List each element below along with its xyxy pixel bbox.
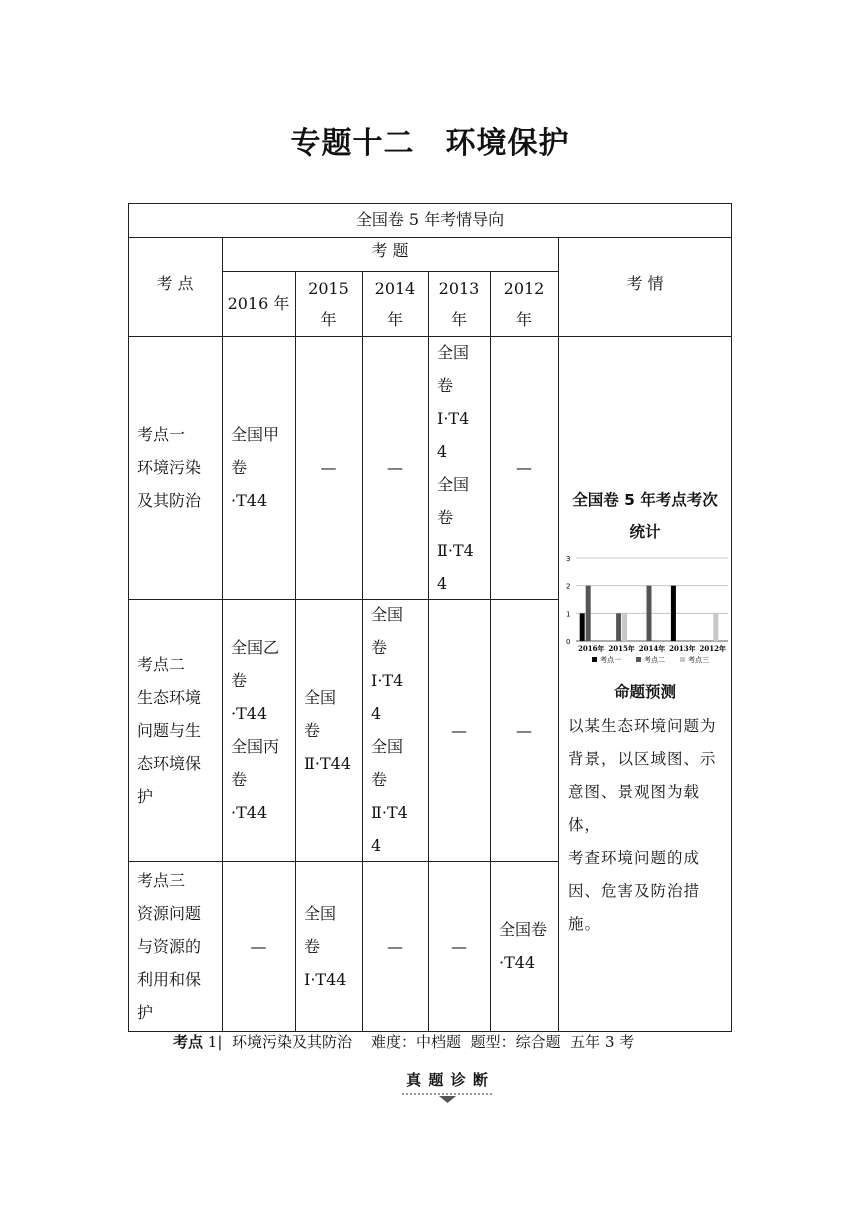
legend-label: 考点二 — [644, 656, 665, 664]
exam-item-line: — — [387, 937, 403, 956]
exam-item-line: 全国卷 — [499, 920, 548, 939]
exam-item-line: Ⅰ·T44 — [304, 970, 347, 989]
page-title: 专题十二 环境保护 — [290, 126, 570, 161]
topic-line: 及其防治 — [137, 491, 202, 510]
year-header — [222, 288, 295, 319]
topic-line: 生态环境 — [137, 688, 202, 707]
exam-item-line: Ⅰ·T4 — [437, 409, 470, 428]
exam-item-cell — [295, 451, 362, 484]
exam-item-line: 全国 — [371, 737, 404, 756]
bar — [580, 613, 585, 641]
exam-item-line: — — [320, 458, 337, 477]
exam-item-cell — [428, 930, 490, 963]
bar — [713, 613, 718, 641]
exam-item-line: — — [250, 937, 267, 956]
bar — [586, 586, 591, 641]
section-badge — [400, 1069, 495, 1109]
y-tick-label: 1 — [566, 610, 571, 619]
kaodian-label: 考点 — [173, 1033, 204, 1051]
exam-item-line: 卷 — [231, 671, 248, 690]
exam-item-cell — [295, 897, 362, 996]
exam-item-cell — [362, 451, 428, 484]
bar — [647, 586, 652, 641]
frequency: 五年 3 考 — [570, 1033, 635, 1051]
exam-item-line: 全国 — [304, 688, 337, 707]
y-tick-label: 0 — [566, 638, 571, 646]
topic-line: 利用和保 — [137, 970, 202, 989]
year-header-line: 2016 年 — [227, 294, 290, 313]
year-header-line: 2015 — [308, 279, 349, 298]
exam-item-line: 卷 — [371, 770, 388, 789]
bar — [671, 586, 676, 641]
col-header-kaoqing: 考 情 — [626, 274, 664, 293]
exam-item-line: 全国丙 — [231, 737, 280, 756]
legend-label: 考点一 — [600, 656, 621, 664]
bar — [616, 613, 621, 641]
exam-item-line: — — [516, 458, 532, 477]
topic-line: 考点一 — [137, 425, 186, 444]
x-tick-label: 2016年 — [577, 644, 605, 653]
exam-frequency-chart — [562, 552, 732, 672]
x-tick-label: 2015年 — [608, 644, 635, 653]
exam-item-line: 全国甲 — [231, 425, 280, 444]
exam-item-cell — [362, 930, 428, 963]
prediction-text — [568, 710, 732, 941]
exam-item-line: 卷 — [437, 508, 454, 527]
exam-item-line: 全国 — [371, 605, 404, 624]
exam-item-line: 卷 — [231, 458, 248, 477]
exam-item-line: ·T44 — [499, 953, 536, 972]
exam-item-line: ·T44 — [231, 803, 268, 822]
x-tick-label: 2012年 — [699, 644, 727, 653]
prediction-line: 因、危害及防治措施。 — [568, 882, 701, 933]
year-header-line: 2012 — [503, 279, 545, 298]
exam-item-cell — [490, 714, 558, 747]
exam-item-line: 卷 — [304, 937, 321, 956]
badge-underline-icon — [400, 1091, 495, 1105]
exam-item-line: 卷 — [231, 770, 248, 789]
topic-line: 护 — [137, 787, 154, 806]
topic-line: 与资源的 — [137, 937, 202, 956]
topic-line: 资源问题 — [137, 904, 202, 923]
year-header-line: 2013 — [438, 279, 480, 298]
topic-line: 考点三 — [137, 871, 186, 890]
legend-swatch — [592, 657, 597, 662]
year-header-line: 年 — [320, 310, 337, 329]
kaodian-summary — [173, 1031, 634, 1052]
col-header-kaodian: 考 点 — [156, 274, 194, 293]
exam-item-line: 卷 — [437, 376, 454, 395]
exam-item-line: 4 — [371, 704, 382, 723]
exam-item-cell — [490, 451, 558, 484]
badge-label: 真 题 诊 断 — [406, 1071, 489, 1089]
exam-item-cell — [222, 930, 295, 963]
x-tick-label: 2014年 — [638, 644, 666, 653]
exam-item-line: 4 — [371, 836, 382, 855]
year-header-line: 2014 — [374, 279, 416, 298]
topic-line: 问题与生 — [137, 721, 202, 740]
kaodian-topic: 环境污染及其防治 — [231, 1033, 352, 1051]
exam-item-line: ·T44 — [231, 704, 268, 723]
prediction-title: 命题预测 — [613, 683, 676, 701]
exam-item-line: Ⅱ·T4 — [437, 541, 474, 560]
topic-line: 态环境保 — [137, 754, 202, 773]
exam-item-line: Ⅱ·T4 — [371, 803, 408, 822]
difficulty: 难度：中档题 — [371, 1033, 462, 1051]
exam-item-line: 卷 — [304, 721, 321, 740]
exam-item-line: ·T44 — [231, 491, 268, 510]
legend-swatch — [680, 657, 685, 662]
exam-item-cell — [222, 631, 295, 829]
kaodian-number: 1| — [207, 1033, 223, 1051]
year-header — [490, 273, 558, 335]
year-header — [295, 273, 362, 335]
exam-item-line: — — [451, 937, 467, 956]
topic-cell — [128, 864, 222, 1029]
exam-item-cell — [362, 598, 428, 862]
exam-item-cell — [490, 913, 558, 979]
y-tick-label: 2 — [566, 582, 571, 591]
exam-item-line: 全国乙 — [231, 638, 280, 657]
chart-title — [558, 484, 732, 548]
exam-item-line: Ⅱ·T44 — [304, 754, 351, 773]
x-tick-label: 2013年 — [669, 644, 696, 653]
chart-title-line: 统计 — [629, 523, 661, 541]
exam-item-line: 全国 — [437, 475, 470, 494]
exam-item-line: Ⅰ·T4 — [371, 671, 404, 690]
chart-title-line: 全国卷 5 年考点考次 — [572, 491, 718, 509]
prediction-line: 背景，以区域图、示 — [568, 750, 717, 768]
exam-item-line: — — [451, 721, 467, 740]
prediction-line: 考查环境问题的成 — [568, 849, 701, 867]
exam-item-line: — — [516, 721, 532, 740]
topic-line: 考点二 — [137, 655, 186, 674]
exam-item-line: 全国 — [304, 904, 337, 923]
exam-item-cell — [428, 336, 490, 600]
topic-cell — [128, 648, 222, 813]
legend-swatch — [636, 657, 641, 662]
year-header-line: 年 — [515, 310, 532, 329]
topic-line: 环境污染 — [137, 458, 202, 477]
topic-line: 护 — [137, 1003, 154, 1022]
year-header — [428, 273, 490, 335]
exam-item-cell — [428, 714, 490, 747]
y-tick-label: 3 — [566, 555, 571, 563]
prediction-line: 以某生态环境问题为 — [568, 717, 717, 735]
year-header — [362, 273, 428, 335]
exam-item-line: — — [387, 458, 403, 477]
year-header-line: 年 — [450, 310, 467, 329]
exam-item-line: 全国 — [437, 343, 470, 362]
question-type: 题型：综合题 — [470, 1033, 561, 1051]
bar — [622, 613, 627, 641]
topic-cell — [128, 418, 222, 517]
prediction-line: 意图、景观图为载体， — [568, 783, 701, 834]
year-header-line: 年 — [386, 310, 403, 329]
legend-label: 考点三 — [688, 656, 709, 664]
exam-item-cell — [222, 418, 295, 517]
table-header: 全国卷 5 年考情导向 — [355, 210, 505, 229]
exam-item-line: 4 — [437, 442, 448, 461]
exam-item-line: 4 — [437, 574, 448, 593]
exam-item-line: 卷 — [371, 638, 388, 657]
col-header-kaoti: 考 题 — [371, 241, 409, 260]
exam-item-cell — [295, 681, 362, 780]
